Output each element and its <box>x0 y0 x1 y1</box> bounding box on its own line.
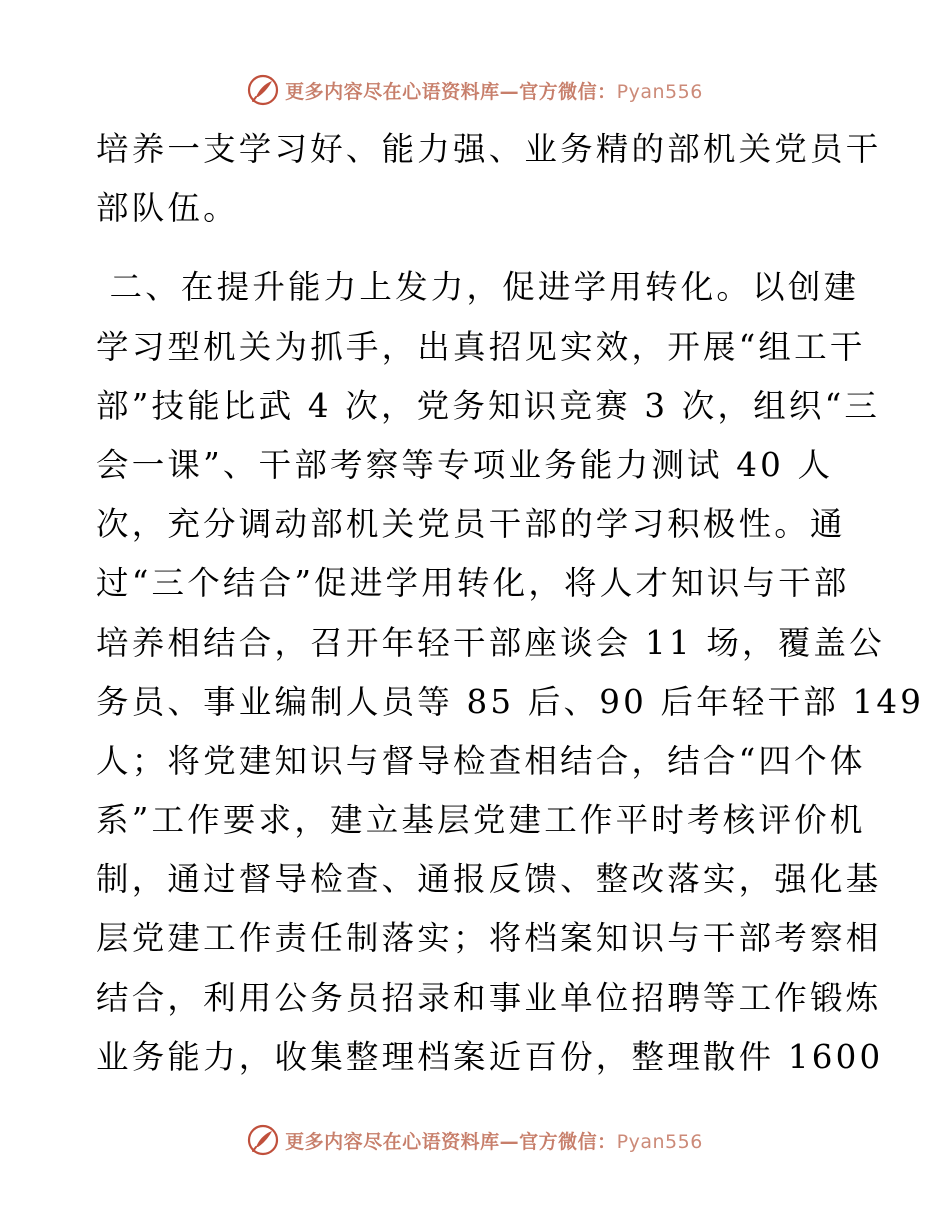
quill-pen-logo-icon <box>247 1124 279 1156</box>
watermark-wechat-id: Pyan556 <box>616 1130 703 1153</box>
text-line: 务员、事业编制人员等 85 后、90 后年轻干部 149 <box>96 682 925 721</box>
footer-watermark <box>0 1120 950 1160</box>
watermark-brand: 更多内容尽在心语资料库—官方微信： <box>285 80 617 103</box>
watermark-brand: 更多内容尽在心语资料库—官方微信： <box>285 1130 617 1153</box>
text-line: 培养相结合，召开年轻干部座谈会 11 场，覆盖公 <box>96 623 885 662</box>
text-line: 业务能力，收集整理档案近百份，整理散件 1600 <box>96 1037 884 1076</box>
text-line: 二、在提升能力上发力，促进学用转化。以创建 <box>96 268 860 307</box>
text-line: 学习型机关为抓手，出真招见实效，开展“组工干 <box>96 327 866 366</box>
text-line: 人；将党建知识与督导检查相结合，结合“四个体 <box>96 741 866 780</box>
text-line: 次，充分调动部机关党员干部的学习积极性。通 <box>96 505 846 544</box>
text-line: 制，通过督导检查、通报反馈、整改落实，强化基 <box>96 860 882 899</box>
text-line: 会一课”、干部考察等专项业务能力测试 40 人 <box>96 445 834 484</box>
text-line: 部队伍。 <box>96 189 239 228</box>
watermark-wechat-id: Pyan556 <box>616 80 703 103</box>
text-line: 系”工作要求，建立基层党建工作平时考核评价机 <box>96 801 866 840</box>
header-watermark <box>0 70 950 110</box>
watermark-text <box>285 77 703 104</box>
text-line: 层党建工作责任制落实；将档案知识与干部考察相 <box>96 919 882 958</box>
text-line: 过“三个结合”促进学用转化，将人才知识与干部 <box>96 564 850 603</box>
document-body <box>96 120 925 1087</box>
paragraph-2 <box>96 258 925 1087</box>
paragraph-gap <box>96 238 856 258</box>
paragraph-1 <box>96 120 882 238</box>
text-line: 部”技能比武 4 次，党务知识竞赛 3 次，组织“三 <box>96 386 881 425</box>
quill-pen-logo-icon <box>247 74 279 106</box>
text-line: 结合，利用公务员招录和事业单位招聘等工作锻炼 <box>96 978 882 1017</box>
text-line: 培养一支学习好、能力强、业务精的部机关党员干 <box>96 130 882 168</box>
watermark-text <box>285 1127 703 1154</box>
